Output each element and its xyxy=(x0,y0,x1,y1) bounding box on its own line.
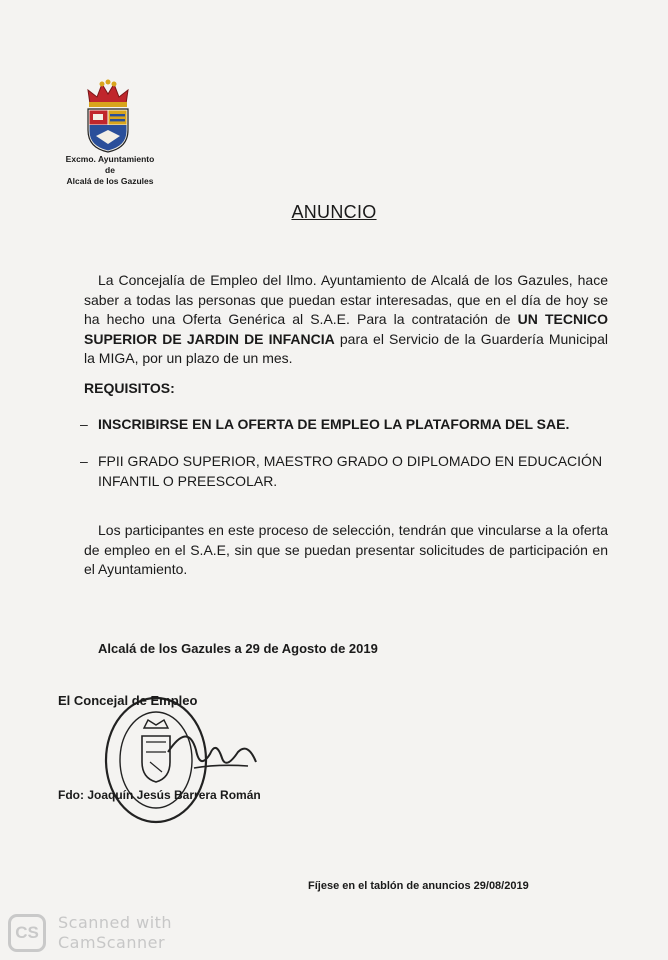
official-stamp-icon xyxy=(98,692,258,832)
list-dash: – xyxy=(80,416,88,432)
requirement-text: INSCRIBIRSE EN LA OFERTA DE EMPLEO LA PLATAFORMA DEL SAE. xyxy=(98,416,570,432)
participants-text: Los participantes en este proceso de selección, tendrán que vincularse a la oferta de empleo en el S.A.E, sin que se puedan presentar solicitudes de participación en el Ayuntamiento. xyxy=(84,522,608,577)
intro-paragraph xyxy=(84,271,608,369)
camscanner-logo-icon: CS xyxy=(8,914,46,952)
date-line: Alcalá de los Gazules a 29 de Agosto de 2019 xyxy=(98,641,378,656)
scanner-watermark xyxy=(58,913,172,953)
notice-board-note: Fíjese en el tablón de anuncios 29/08/2019 xyxy=(308,880,529,892)
requirement-item xyxy=(80,415,608,435)
requirement-item xyxy=(80,452,608,491)
requirement-text: FPII GRADO SUPERIOR, MAESTRO GRADO O DIPLOMADO EN EDUCACIÓN INFANTIL O PREESCOLAR. xyxy=(98,453,603,489)
header-line-3: Alcalá de los Gazules xyxy=(66,176,154,186)
document-title: ANUNCIO xyxy=(291,202,377,222)
header-line-1: Excmo. Ayuntamiento xyxy=(65,154,155,164)
job-title: UN TECNICO SUPERIOR DE JARDIN DE INFANCIA xyxy=(84,311,608,347)
municipality-header xyxy=(50,154,170,187)
watermark-line-2: CamScanner xyxy=(58,933,166,952)
signer-role: El Concejal de Empleo xyxy=(58,693,198,708)
watermark-line-1: Scanned with xyxy=(58,913,173,932)
list-dash: – xyxy=(80,453,88,469)
intro-text-2: para el Servicio de la Guardería Municipal la MIGA, por un plazo de un mes. xyxy=(84,330,608,366)
header-line-2: de xyxy=(105,165,115,175)
signer-name: Fdo: Joaquín Jesús Barrera Román xyxy=(58,788,261,802)
coat-of-arms-icon xyxy=(80,78,136,154)
participants-paragraph xyxy=(84,521,608,580)
requirements-heading: REQUISITOS: xyxy=(84,380,175,396)
intro-text-1: La Concejalía de Empleo del Ilmo. Ayuntamiento de Alcalá de los Gazules, hace saber a todas las personas que puedan estar interesadas, que en el día de hoy se ha hecho una Oferta Genérica al S.A.E. Para la contratación de xyxy=(84,272,608,327)
